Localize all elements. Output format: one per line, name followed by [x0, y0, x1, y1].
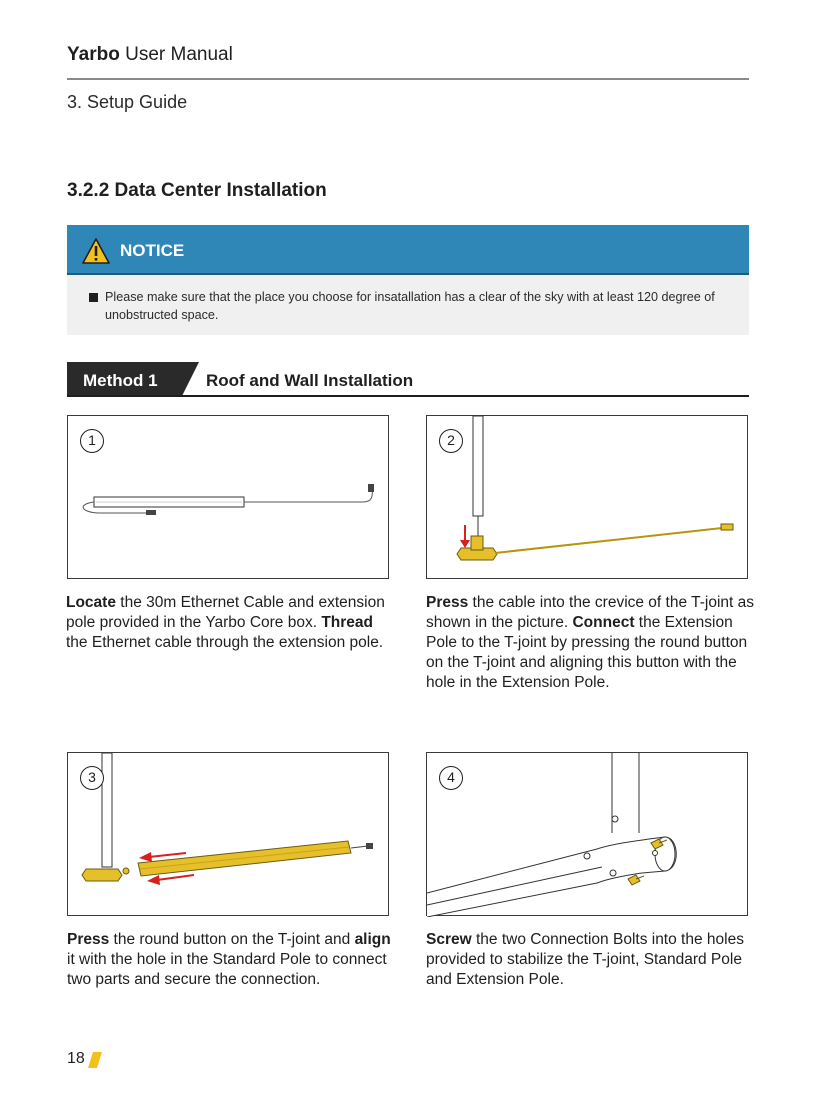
step-1-verb-1: Locate: [66, 594, 116, 611]
step-2-description: [426, 593, 754, 693]
step-3-description: [67, 930, 397, 990]
t-joint-cable-drawing: [427, 416, 749, 580]
step-3-verb-1: Press: [67, 931, 110, 948]
brand-name: Yarbo: [67, 44, 120, 65]
step-1-verb-2: Thread: [321, 614, 374, 631]
method-label: Method 1: [83, 371, 158, 390]
bullet-icon: [89, 293, 98, 302]
page-accent-mark-icon: [88, 1052, 102, 1068]
ethernet-cable-pole-drawing: [68, 416, 390, 580]
step-number: 1: [80, 429, 104, 453]
header-divider: [67, 78, 749, 80]
step-1-illustration: [67, 415, 389, 579]
step-4-description: [426, 930, 754, 990]
step-3-text-1: the round button on the T-joint and: [109, 931, 355, 948]
warning-icon: [81, 237, 111, 265]
step-2-text-2: the Extension Pole to the T-joint by pressing the round button on the T-joint and aligning this button with the hole in the Extension Pole.: [426, 614, 748, 691]
manual-header: [67, 44, 233, 66]
page-heading: 3.2.2 Data Center Installation: [67, 180, 327, 201]
step-4-text-1: the two Connection Bolts into the holes provided to stabilize the T-joint, Standard Pole and Extension Pole.: [426, 931, 744, 988]
notice-body: [67, 275, 749, 335]
step-1-text-2: the Ethernet cable through the extension pole.: [66, 634, 384, 651]
connection-bolts-drawing: [427, 753, 749, 917]
step-number: 3: [80, 766, 104, 790]
method-title: Roof and Wall Installation: [206, 371, 414, 390]
notice-text: Please make sure that the place you choose for insatallation has a clear of the sky with at least 120 degree of unobstructed space.: [105, 290, 715, 322]
method-divider: [67, 395, 749, 397]
manual-title: User Manual: [125, 44, 233, 65]
standard-pole-connection-drawing: [68, 753, 390, 917]
notice-title: NOTICE: [120, 241, 185, 260]
step-3-verb-2: align: [354, 931, 391, 948]
page-number: 18: [67, 1050, 85, 1067]
section-title: 3. Setup Guide: [67, 92, 188, 112]
notice-banner: [67, 225, 749, 275]
step-3-text-2: it with the hole in the Standard Pole to connect two parts and secure the connection.: [67, 951, 387, 988]
step-3-illustration: [67, 752, 389, 916]
step-2-text-1: the cable into the crevice of the T-joint as shown in the picture.: [426, 594, 755, 631]
step-2-verb-2: Connect: [572, 614, 635, 631]
method-header: [67, 362, 749, 398]
step-4-verb-1: Screw: [426, 931, 472, 948]
step-number: 4: [439, 766, 463, 790]
step-4-illustration: [426, 752, 748, 916]
step-2-illustration: [426, 415, 748, 579]
step-1-description: [66, 593, 396, 653]
step-1-text-1: the 30m Ethernet Cable and extension pole provided in the Yarbo Core box.: [66, 594, 385, 631]
step-2-verb-1: Press: [426, 594, 469, 611]
step-number: 2: [439, 429, 463, 453]
